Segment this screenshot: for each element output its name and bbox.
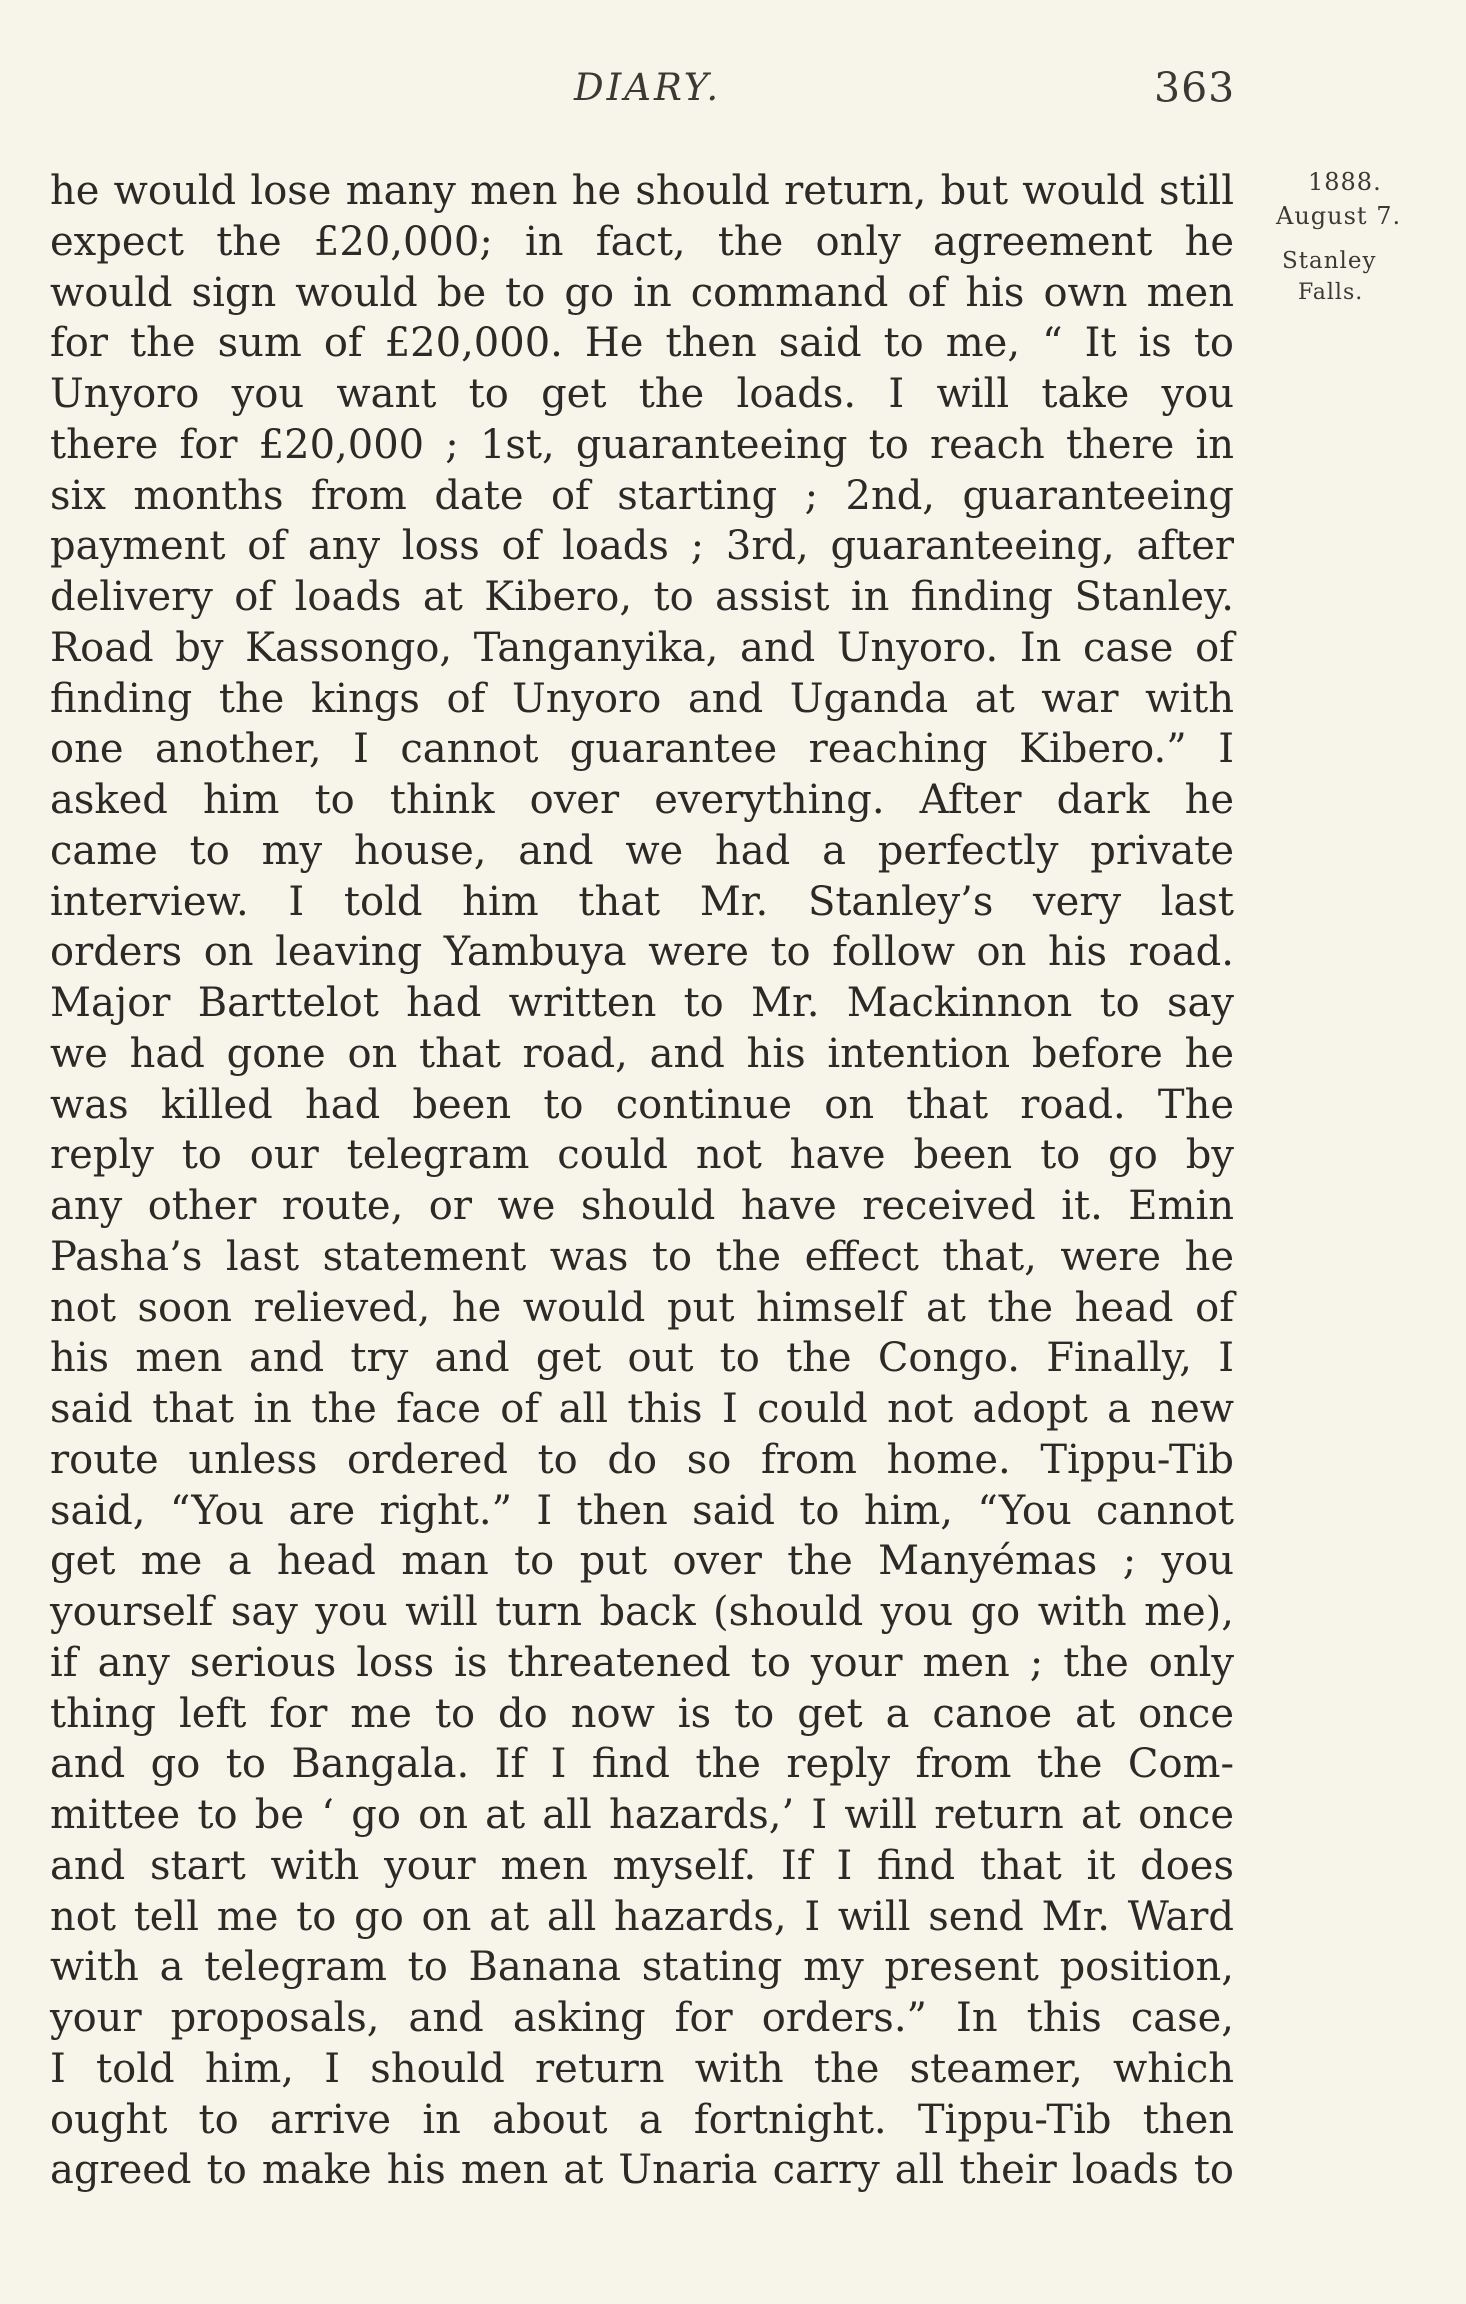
text-line: I told him, I should return with the steamer, which [50,2045,1234,2092]
text-line: for the sum of £20,000. He then said to me, “ It is to [50,320,1234,367]
text-line: he would lose many men he should return, but would still [50,168,1234,214]
text-line: mittee to be ‘ go on at all hazards,’ I will return at once [50,1792,1234,1838]
text-line: yourself say you will turn back (should you go with me), [50,1589,1234,1635]
text-line: payment of any loss of loads ; 3rd, guaranteeing, after [50,523,1234,570]
margin-note-place-line1: Stanley [1282,248,1377,274]
margin-note-date: August 7. [1276,202,1402,230]
text-line: said that in the face of all this I could not adopt a new [50,1386,1234,1432]
text-line: and start with your men myself. If I find that it does [50,1842,1234,1889]
text-line: reply to our telegram could not have been to go by [50,1132,1234,1179]
text-line: delivery of loads at Kibero, to assist in finding Stanley. [50,574,1234,620]
text-line: would sign would be to go in command of his own men [50,269,1234,316]
margin-note-place-line2: Falls. [1298,280,1364,305]
page-number: 363 [1154,64,1236,112]
text-line: if any serious loss is threatened to your men ; the only [50,1639,1234,1686]
running-title: DIARY. [574,66,722,109]
text-line: not tell me to go on at all hazards, I will send Mr. Ward [50,1893,1234,1940]
text-line: thing left for me to do now is to get a canoe at once [50,1690,1234,1737]
text-line: finding the kings of Unyoro and Uganda at war with [50,675,1234,722]
text-line: and go to Bangala. If I find the reply from the Com- [50,1741,1234,1788]
text-line: get me a head man to put over the Manyémas ; you [50,1538,1234,1585]
text-line: your proposals, and asking for orders.” In this case, [50,1995,1234,2041]
body-text [50,166,1234,2196]
text-line: came to my house, and we had a perfectly private [50,827,1234,874]
text-line: expect the £20,000; in fact, the only agreement he [50,218,1234,265]
text-line: Road by Kassongo, Tanganyika, and Unyoro. In case of [50,624,1234,671]
text-line: Major Barttelot had written to Mr. Mackinnon to say [50,980,1234,1026]
text-line: there for £20,000 ; 1st, guaranteeing to reach there in [50,421,1234,468]
text-line: ought to arrive in about a fortnight. Tippu-Tib then [50,2096,1234,2143]
text-line: Unyoro you want to get the loads. I will take you [50,371,1234,417]
text-line: Pasha’s last statement was to the effect that, were he [50,1233,1234,1280]
text-line: asked him to think over everything. After dark he [50,777,1234,823]
margin-note-year: 1888. [1308,168,1382,196]
text-line: route unless ordered to do so from home. Tippu-Tib [50,1436,1234,1483]
text-line: we had gone on that road, and his intention before he [50,1030,1234,1077]
text-line: six months from date of starting ; 2nd, guaranteeing [50,472,1234,519]
text-line: not soon relieved, he would put himself at the head of [50,1284,1234,1331]
running-head [0,66,1466,116]
text-line: agreed to make his men at Unaria carry all their loads to [50,2147,1234,2194]
text-line: one another, I cannot guarantee reaching Kibero.” I [50,726,1234,773]
text-line: with a telegram to Banana stating my present position, [50,1944,1234,1991]
text-line: said, “You are right.” I then said to him, “You cannot [50,1487,1234,1534]
text-line: interview. I told him that Mr. Stanley’s very last [50,878,1234,925]
text-line: was killed had been to continue on that road. The [50,1081,1234,1128]
text-line: his men and try and get out to the Congo. Finally, I [50,1335,1234,1382]
text-line: orders on leaving Yambuya were to follow on his road. [50,929,1234,976]
text-line: any other route, or we should have received it. Emin [50,1183,1234,1229]
